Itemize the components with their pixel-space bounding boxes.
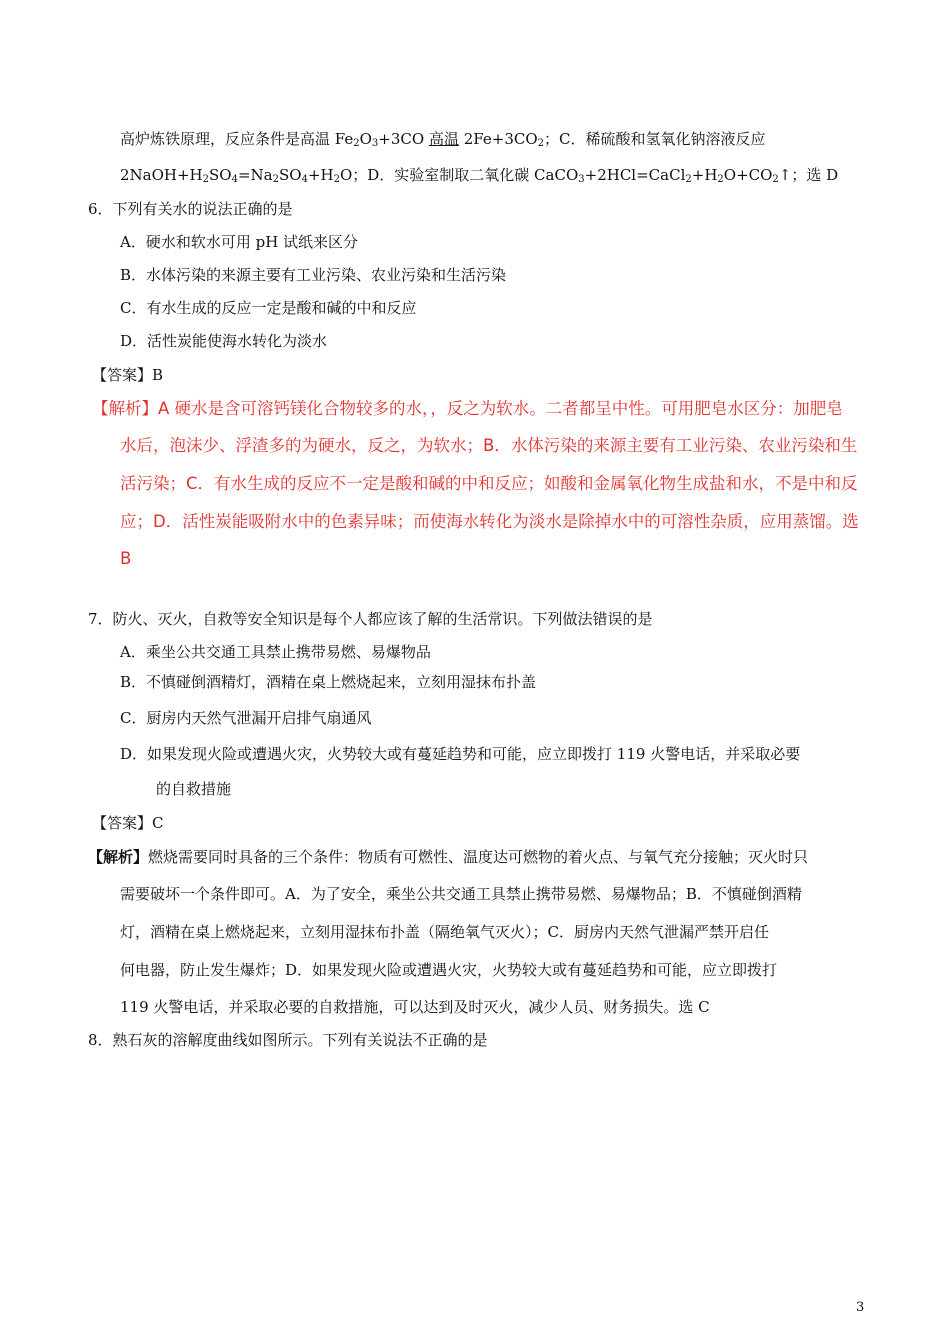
intro-line-2: $2NaOH+H_2SO_4=Na_2SO_4+H_2O$；D．实验室制取二氧化碳 $CaCO_3+2HCl=CaCl_2+H_2O+CO_2↑$；选 D	[120, 166, 839, 185]
q6-option-c: C．有水生成的反应一定是酸和碱的中和反应	[120, 299, 417, 317]
q6-analysis-line-4: 应；D．活性炭能吸附水中的色素异味；而使海水转化为淡水是除掉水中的可溶性杂质，应用蒸馏。选	[120, 512, 859, 531]
q7-analysis-line-4: 何电器，防止发生爆炸；D．如果发现火险或遭遇火灾，火势较大或有蔓延趋势和可能，应立即拨打	[120, 961, 778, 979]
q7-stem: 7．防火、灭火，自救等安全知识是每个人都应该了解的生活常识。下列做法错误的是	[88, 610, 653, 628]
reaction-condition: 高温	[428, 130, 459, 148]
q6-option-b: B．水体污染的来源主要有工业污染、农业污染和生活污染	[120, 266, 507, 284]
q8-stem: 8．熟石灰的溶解度曲线如图所示。下列有关说法不正确的是	[88, 1031, 488, 1049]
q6-analysis-line-3: 活污染；C．有水生成的反应不一定是酸和碱的中和反应；如酸和金属氧化物生成盐和水，不是中和反	[120, 474, 858, 493]
q7-answer: 【答案】C	[92, 814, 164, 832]
q7-analysis-line-2: 需要破坏一个条件即可。A．为了安全，乘坐公共交通工具禁止携带易燃、易爆物品；B．不慎碰倒酒精	[120, 885, 802, 903]
q6-stem: 6．下列有关水的说法正确的是	[88, 200, 293, 218]
q6-option-a: A．硬水和软水可用 pH 试纸来区分	[120, 233, 359, 251]
q7-analysis-label: 【解析】	[88, 848, 149, 866]
intro-line-1: 高炉炼铁原理，反应条件是高温 $Fe_2O_3+3CO$ 高温 $2Fe+3CO_2$；C．稀硫酸和氢氧化钠溶液反应	[120, 130, 766, 149]
q7-analysis-line-5: 119 火警电话，并采取必要的自救措施，可以达到及时灭火，减少人员、财务损失。选 C	[120, 998, 710, 1016]
q6-option-d: D．活性炭能使海水转化为淡水	[120, 332, 328, 350]
page-number: 3	[856, 1300, 865, 1315]
q7-option-b: B．不慎碰倒酒精灯，酒精在桌上燃烧起来，立刻用湿抹布扑盖	[120, 673, 537, 691]
q6-analysis-line-1: 【解析】A 硬水是含可溶钙镁化合物较多的水，，反之为软水。二者都呈中性。可用肥皂水区分：加肥皂	[92, 399, 843, 418]
q7-option-d: D．如果发现火险或遭遇火灾，火势较大或有蔓延趋势和可能，应立即拨打 119 火警电话，并采取必要	[120, 745, 801, 763]
q6-answer: 【答案】B	[92, 366, 164, 384]
q6-analysis-line-5: B	[120, 549, 132, 568]
q7-option-c: C．厨房内天然气泄漏开启排气扇通风	[120, 709, 372, 727]
q7-option-a: A．乘坐公共交通工具禁止携带易燃、易爆物品	[120, 643, 431, 661]
q7-analysis-line-1: 【解析】燃烧需要同时具备的三个条件：物质有可燃性、温度达可燃物的着火点、与氧气充分接触；灭火时只	[88, 848, 809, 866]
q7-analysis-line-3: 灯，酒精在桌上燃烧起来，立刻用湿抹布扑盖（隔绝氧气灭火）；C．厨房内天然气泄漏严禁开启任	[120, 923, 769, 941]
q7-option-d-cont: 的自救措施	[156, 780, 232, 798]
q6-analysis-line-2: 水后，泡沫少、浮渣多的为硬水，反之，为软水；B．水体污染的来源主要有工业污染、农业污染和生	[120, 436, 858, 455]
